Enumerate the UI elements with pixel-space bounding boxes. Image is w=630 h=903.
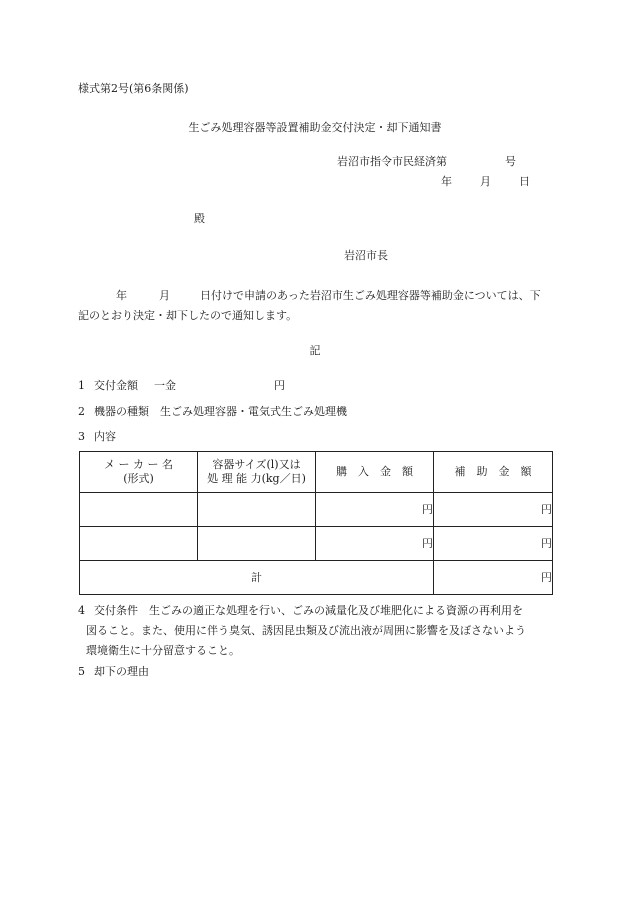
body-month: 月 xyxy=(159,289,170,302)
reference-number-line xyxy=(337,155,516,169)
cell-size xyxy=(198,493,316,527)
cell-purchase-yen: 円 xyxy=(316,493,434,527)
cell-maker xyxy=(80,527,198,561)
document-title: 生ごみ処理容器等設置補助金交付決定・却下通知書 xyxy=(188,121,442,134)
table-row xyxy=(80,527,553,561)
item-rejection-reason xyxy=(78,665,149,679)
header-size: 容器サイズ(l)又は 処 理 能 力(kg／日) xyxy=(198,452,316,493)
date-year: 年 xyxy=(441,175,452,188)
total-yen: 円 xyxy=(434,561,553,595)
date-month: 月 xyxy=(480,175,491,188)
table-header-row xyxy=(80,452,553,493)
cell-maker xyxy=(80,493,198,527)
item4-line2: 図ること。また、使用に伴う臭気、誘因昆虫類及び流出液が周囲に影響を及ぼさないよう xyxy=(86,624,526,637)
item1-label: 交付金額 xyxy=(94,379,138,392)
date-day: 日 xyxy=(519,175,530,188)
item4-number: 4 xyxy=(78,604,85,617)
item3-label: 内容 xyxy=(94,430,116,443)
date-line xyxy=(441,175,530,189)
cell-size xyxy=(198,527,316,561)
item1-prefix: 一金 xyxy=(154,379,176,392)
header-subsidy-amount: 補 助 金 額 xyxy=(434,452,553,493)
reference-prefix: 岩沼市指令市民経済第 xyxy=(337,155,447,168)
item5-number: 5 xyxy=(78,665,85,678)
item4-line3: 環境衛生に十分留意すること。 xyxy=(86,644,240,657)
total-label: 計 xyxy=(80,561,434,595)
body-year: 年 xyxy=(116,289,127,302)
item3-number: 3 xyxy=(78,430,85,443)
addressee: 殿 xyxy=(194,212,205,225)
item5-label: 却下の理由 xyxy=(94,665,149,678)
body-line2: 記のとおり決定・却下したので通知します。 xyxy=(78,309,298,322)
form-number: 様式第2号(第6条関係) xyxy=(78,82,189,95)
issuer: 岩沼市長 xyxy=(344,249,388,262)
table-total-row xyxy=(80,561,553,595)
item-contents xyxy=(78,430,116,444)
cell-purchase-yen: 円 xyxy=(316,527,434,561)
item2-label: 機器の種類 xyxy=(94,405,149,418)
contents-table xyxy=(79,451,553,595)
item-grant-amount xyxy=(78,379,285,393)
item4-line1: 生ごみの適正な処理を行い、ごみの減量化及び堆肥化による資源の再利用を xyxy=(149,604,523,617)
item1-number: 1 xyxy=(78,379,85,392)
item-conditions xyxy=(78,601,558,661)
item-device-type xyxy=(78,405,347,419)
table-row xyxy=(80,493,553,527)
cell-subsidy-yen: 円 xyxy=(434,493,553,527)
header-maker: メ ー カ ー 名 (形式) xyxy=(80,452,198,493)
item2-value: 生ごみ処理容器・電気式生ごみ処理機 xyxy=(160,405,347,418)
header-purchase-amount: 購 入 金 額 xyxy=(316,452,434,493)
body-line1: 日付けで申請のあった岩沼市生ごみ処理容器等補助金については、下 xyxy=(200,289,541,302)
ki-heading: 記 xyxy=(309,344,321,357)
cell-subsidy-yen: 円 xyxy=(434,527,553,561)
item1-unit: 円 xyxy=(274,379,285,392)
item2-number: 2 xyxy=(78,405,85,418)
notice-body xyxy=(78,286,550,326)
item4-label: 交付条件 xyxy=(94,604,138,617)
reference-suffix: 号 xyxy=(505,155,516,168)
